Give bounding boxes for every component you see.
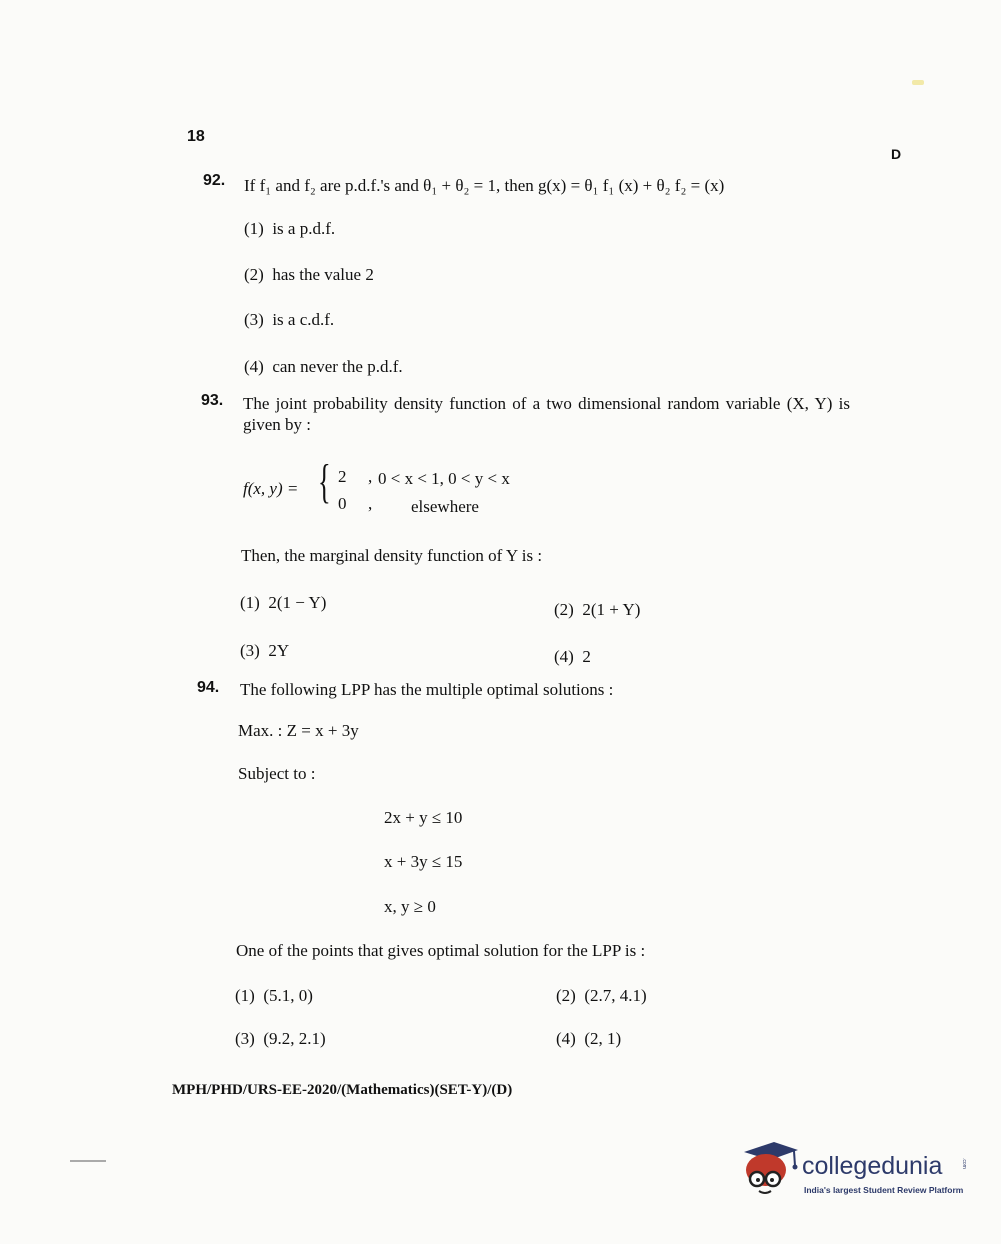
option-number: (2) xyxy=(556,986,576,1005)
option-number: (4) xyxy=(244,357,264,376)
q94-subject-to: Subject to : xyxy=(238,764,316,783)
case2-separator: , xyxy=(368,494,373,513)
q94-stem: The following LPP has the multiple optimal solutions : xyxy=(240,680,614,699)
option-text: 2(1 + Y) xyxy=(582,600,641,619)
q94-question: One of the points that gives optimal solution for the LPP is : xyxy=(236,941,646,960)
option-text: 2(1 − Y) xyxy=(268,593,327,612)
option-number: (3) xyxy=(235,1029,255,1048)
option-text: (2.7, 4.1) xyxy=(584,986,647,1005)
option-text: (2, 1) xyxy=(584,1029,622,1048)
q93-option-4 xyxy=(554,647,591,667)
option-text: can never the p.d.f. xyxy=(272,357,403,376)
constraint-1: 2x + y ≤ 10 xyxy=(384,808,463,827)
collegedunia-tagline: India's largest Student Review Platform xyxy=(804,1185,964,1195)
option-text: has the value 2 xyxy=(272,265,374,284)
option-number: (4) xyxy=(554,647,574,666)
q94-objective: Max. : Z = x + 3y xyxy=(238,721,359,740)
q94-option-4 xyxy=(556,1029,621,1049)
q94-option-3 xyxy=(235,1029,326,1049)
q93-option-1 xyxy=(240,593,326,613)
option-text: is a c.d.f. xyxy=(272,310,335,329)
option-number: (1) xyxy=(240,593,260,612)
scan-mark xyxy=(70,1160,106,1162)
q92-option-3 xyxy=(244,310,334,330)
q93-stem-line1: The joint probability density function of a two dimensional random variable (X, Y) is xyxy=(243,394,851,413)
case1-value: 2 xyxy=(338,467,347,486)
option-number: (2) xyxy=(554,600,574,619)
q92-stem: If f₁ and f₂ are p.d.f.'s and θ₁ + θ₂ = 1, then g(x) = θ₁ f₁ (x) + θ₂ f₂ = (x) xyxy=(244,176,725,195)
q92-option-2 xyxy=(244,265,374,285)
q92-option-4 xyxy=(244,357,403,377)
constraint-2: x + 3y ≤ 15 xyxy=(384,852,463,871)
collegedunia-mascot-icon xyxy=(740,1136,800,1200)
option-number: (1) xyxy=(244,219,264,238)
option-number: (2) xyxy=(244,265,264,284)
page-number: 18 xyxy=(187,128,205,145)
case2-value: 0 xyxy=(338,494,347,513)
paper-speck xyxy=(912,80,924,85)
pdf-function-lhs: f(x, y) = xyxy=(243,479,299,498)
case1-separator: , xyxy=(368,467,373,486)
q93-stem-line2: given by : xyxy=(243,415,311,434)
option-number: (1) xyxy=(235,986,255,1005)
case2-condition: elsewhere xyxy=(411,497,479,516)
collegedunia-wordmark: collegedunia xyxy=(802,1152,943,1180)
q94-number: 94. xyxy=(197,679,220,696)
q93-option-2 xyxy=(554,600,640,620)
set-code: D xyxy=(891,146,902,162)
option-number: (3) xyxy=(244,310,264,329)
constraint-3: x, y ≥ 0 xyxy=(384,897,436,916)
q93-number: 93. xyxy=(201,392,224,409)
option-text: is a p.d.f. xyxy=(272,219,336,238)
option-text: (9.2, 2.1) xyxy=(263,1029,326,1048)
paper-code-footer: MPH/PHD/URS-EE-2020/(Mathematics)(SET-Y)/(D) xyxy=(172,1082,513,1098)
q94-option-1 xyxy=(235,986,313,1006)
q92-number: 92. xyxy=(203,172,226,189)
option-text: 2Y xyxy=(268,641,290,660)
collegedunia-domain: .com xyxy=(961,1158,967,1169)
q92-option-1 xyxy=(244,219,335,239)
q94-option-2 xyxy=(556,986,647,1006)
option-text: (5.1, 0) xyxy=(263,986,313,1005)
q93-then: Then, the marginal density function of Y is : xyxy=(241,546,543,565)
piecewise-brace: { xyxy=(318,455,331,508)
q93-option-3 xyxy=(240,641,289,661)
option-text: 2 xyxy=(582,647,591,666)
option-number: (3) xyxy=(240,641,260,660)
case1-condition: 0 < x < 1, 0 < y < x xyxy=(378,469,510,488)
option-number: (4) xyxy=(556,1029,576,1048)
